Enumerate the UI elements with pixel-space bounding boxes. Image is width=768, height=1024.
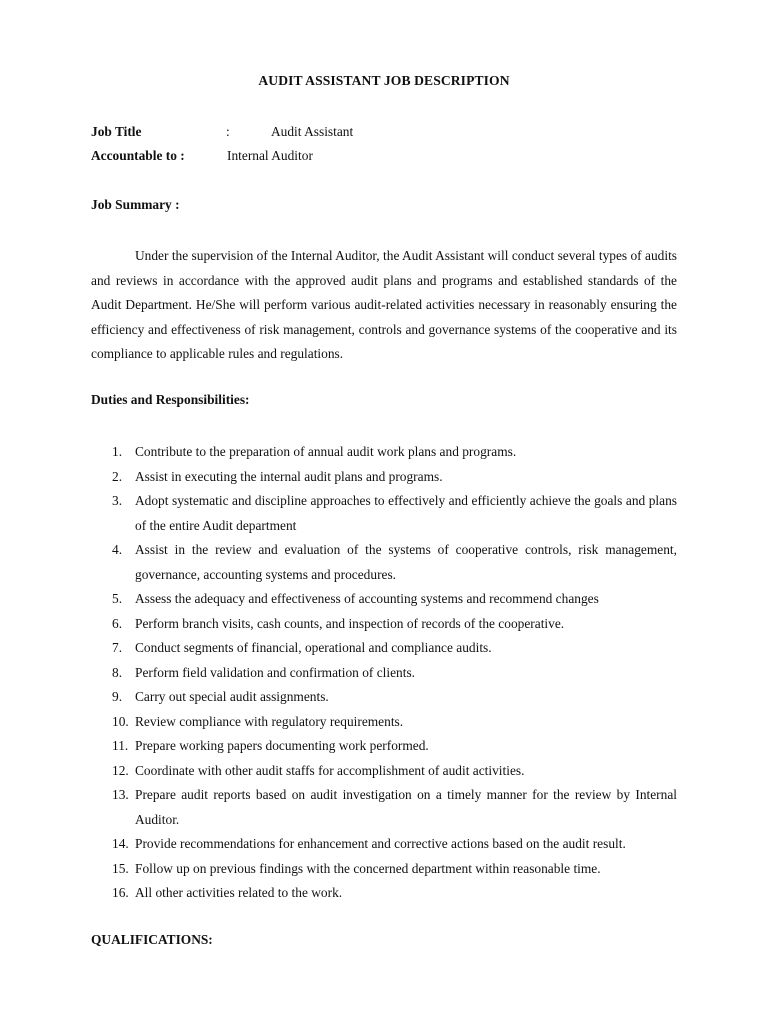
duty-number: 11.	[112, 738, 129, 753]
duty-text: Perform branch visits, cash counts, and inspection of records of the cooperative.	[135, 615, 565, 631]
duty-number: 12.	[112, 762, 129, 778]
duty-item	[91, 685, 677, 710]
accountable-to-label: Accountable to :	[91, 148, 185, 163]
job-title-label: Job Title	[91, 124, 142, 139]
duties-list	[91, 440, 677, 906]
duty-number: 9.	[112, 689, 123, 704]
duty-number: 6.	[112, 615, 123, 631]
job-title-colon: :	[226, 124, 230, 139]
accountable-to-value: Internal Auditor	[227, 148, 313, 163]
duty-number: 10.	[112, 713, 129, 729]
duty-number: 1.	[112, 444, 123, 459]
duty-text: Conduct segments of financial, operational and compliance audits.	[135, 640, 492, 655]
duty-item	[91, 661, 677, 686]
job-summary-text: Under the supervision of the Internal Auditor, the Audit Assistant will conduct several types of audits and reviews in accordance with the approved audit plans and programs and established standards of the Audit Department. He/She will perform various audit-related activities necessary in reasonably ensuring the efficiency and effectiveness of risk management, controls and governance systems of the cooperative and its compliance to applicable rules and regulations.	[91, 248, 677, 362]
duty-text: Prepare audit reports based on audit investigation on a timely manner for the review by Internal Auditor.	[135, 787, 677, 827]
duty-item	[91, 710, 677, 735]
duty-text: Provide recommendations for enhancement and corrective actions based on the audit result.	[135, 836, 626, 851]
duties-heading: Duties and Responsibilities:	[91, 392, 250, 407]
document-title: AUDIT ASSISTANT JOB DESCRIPTION	[258, 73, 510, 88]
duty-number: 5.	[112, 591, 123, 606]
accountable-to-row	[91, 146, 491, 166]
duty-number: 16.	[112, 885, 129, 900]
duty-item	[91, 832, 677, 857]
duty-text: Assist in executing the internal audit plans and programs.	[135, 468, 443, 484]
duty-number: 4.	[112, 542, 123, 557]
duty-number: 13.	[112, 787, 129, 802]
duty-text: Review compliance with regulatory requirements.	[135, 713, 404, 729]
duty-text: Contribute to the preparation of annual audit work plans and programs.	[135, 444, 517, 459]
duty-number: 3.	[112, 493, 123, 508]
duty-text: Coordinate with other audit staffs for accomplishment of audit activities.	[135, 762, 525, 778]
qualifications-heading: QUALIFICATIONS:	[91, 932, 213, 947]
duty-number: 7.	[112, 640, 123, 655]
duty-text: All other activities related to the work.	[135, 885, 343, 900]
duty-text: Follow up on previous findings with the concerned department within reasonable time.	[135, 860, 601, 876]
duty-text: Prepare working papers documenting work performed.	[135, 738, 429, 753]
job-summary-heading: Job Summary :	[91, 197, 180, 212]
duty-number: 15.	[112, 860, 129, 876]
duty-item	[91, 759, 677, 784]
duty-item	[91, 857, 677, 882]
duty-item	[91, 587, 677, 612]
duty-item	[91, 465, 677, 490]
duty-item	[91, 636, 677, 661]
duty-item	[91, 538, 677, 587]
duty-item	[91, 734, 677, 759]
duty-text: Perform field validation and confirmation of clients.	[135, 664, 416, 680]
duty-item	[91, 440, 677, 465]
duty-number: 2.	[112, 468, 123, 484]
duty-item	[91, 783, 677, 832]
duty-item	[91, 612, 677, 637]
duty-text: Adopt systematic and discipline approaches to effectively and efficiently achieve the goals and plans of the entire Audit department	[135, 493, 677, 533]
duty-text: Carry out special audit assignments.	[135, 689, 329, 704]
duty-number: 8.	[112, 664, 123, 680]
duty-item	[91, 489, 677, 538]
job-title-value: Audit Assistant	[271, 124, 354, 139]
duty-item	[91, 881, 677, 906]
duty-text: Assist in the review and evaluation of the systems of cooperative controls, risk management, governance, accounting systems and procedures.	[135, 542, 677, 582]
duty-text: Assess the adequacy and effectiveness of accounting systems and recommend changes	[135, 591, 599, 606]
job-title-row	[91, 122, 491, 142]
duty-number: 14.	[112, 836, 129, 851]
